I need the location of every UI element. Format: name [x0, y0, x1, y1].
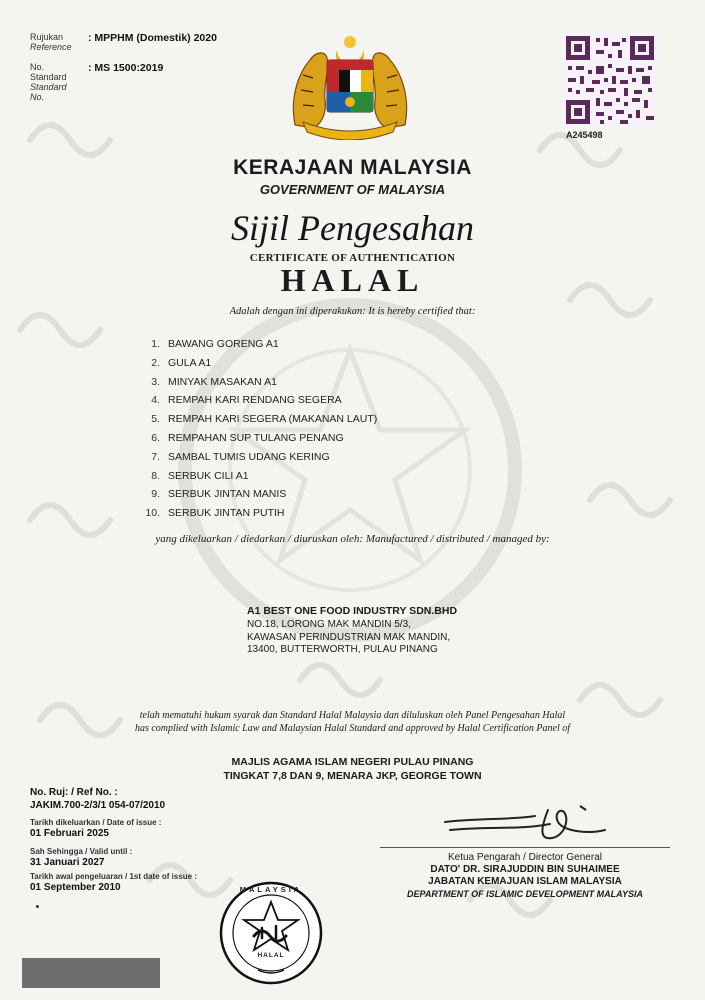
ref-no-value: JAKIM.700-2/3/1 054-07/2010 [30, 800, 166, 811]
decorative-dot [36, 905, 39, 908]
list-item: 8. SERBUK CILI A1 [151, 469, 249, 482]
list-item: 3. MINYAK MASAKAN A1 [151, 375, 277, 388]
list-item: 2. GULA A1 [151, 356, 212, 369]
list-item: 10. SERBUK JINTAN PUTIH [145, 507, 285, 520]
list-item: 5. REMPAH KARI SEGERA (MAKANAN LAUT) [151, 413, 378, 426]
list-item: 4. REMPAH KARI RENDANG SEGERA [151, 394, 342, 407]
qr-code-id: A245498 [566, 130, 603, 140]
list-item: 9. SERBUK JINTAN MANIS [151, 488, 287, 501]
qr-code[interactable] [562, 32, 658, 128]
company-address-line: KAWASAN PERINDUSTRIAN MAK MANDIN, [247, 631, 451, 643]
compliance-statement-en: has complied with Islamic Law and Malaysian Halal Standard and approved by Halal Certification Panel of [134, 723, 571, 734]
standard-value: : MS 1500:2019 [88, 62, 164, 74]
valid-until-value: 31 Januari 2027 [30, 857, 105, 868]
director-signature [440, 800, 620, 850]
list-item: 1. BAWANG GORENG A1 [151, 338, 279, 350]
valid-until-label: Sah Sehingga / Valid until : [30, 847, 133, 856]
halal-logo-top-text: MALAYSIA [239, 885, 303, 894]
certificate-title-en: CERTIFICATE OF AUTHENTICATION [249, 252, 456, 264]
council-address: TINGKAT 7,8 DAN 9, MENARA JKP, GEORGE TOWN [223, 770, 482, 782]
compliance-statement-ms: telah mematuhi hukum syarak dan Standard Halal Malaysia dan diluluskan oleh Panel Pengesahan Halal [139, 710, 566, 721]
standard-label: No. Standard Standard No. [30, 62, 67, 102]
first-issue-label: Tarikh awal pengeluaran / 1st date of issue : [30, 872, 198, 881]
reference-value: : MPPHM (Domestik) 2020 [88, 32, 217, 44]
halal-title: HALAL [280, 262, 425, 298]
redacted-area [22, 958, 160, 988]
issue-date-value: 01 Februari 2025 [30, 828, 109, 839]
coat-of-arms-emblem [285, 30, 415, 140]
signatory-department-en: DEPARTMENT OF ISLAMIC DEVELOPMENT MALAYSIA [406, 889, 643, 899]
halal-logo-icon [218, 880, 324, 986]
ref-no-label: No. Ruj: / Ref No. : [30, 787, 118, 798]
halal-logo-bottom-text: HALAL [257, 952, 285, 959]
product-list [140, 335, 377, 523]
list-item: 6. REMPAHAN SUP TULANG PENANG [151, 431, 344, 444]
company-address [247, 619, 450, 657]
issue-date-label: Tarikh dikeluarkan / Date of issue : [30, 818, 162, 827]
certified-statement: Adalah dengan ini diperakukan: It is hereby certified that: [229, 306, 476, 317]
company-name: A1 BEST ONE FOOD INDUSTRY SDN.BHD [247, 605, 458, 617]
company-address-line: 13400, BUTTERWORTH, PULAU PINANG [247, 644, 438, 655]
certificate-title-ms: Sijil Pengesahan [231, 208, 474, 248]
company-address-line: NO.18, LORONG MAK MANDIN 5/3, [247, 619, 411, 630]
signatory-department-ms: JABATAN KEMAJUAN ISLAM MALAYSIA [428, 876, 622, 887]
government-title-en: GOVERNMENT OF MALAYSIA [259, 182, 446, 197]
council-name: MAJLIS AGAMA ISLAM NEGERI PULAU PINANG [231, 756, 474, 768]
signatory-title: Ketua Pengarah / Director General [448, 852, 602, 863]
government-title-ms: KERAJAAN MALAYSIA [233, 156, 472, 179]
signature-line [380, 847, 670, 848]
signatory-name: DATO' DR. SIRAJUDDIN BIN SUHAIMEE [430, 864, 620, 875]
list-item: 7. SAMBAL TUMIS UDANG KERING [151, 450, 330, 463]
halal-logo [218, 880, 324, 986]
reference-label: Rujukan Reference [30, 32, 72, 52]
first-issue-value: 01 September 2010 [30, 882, 121, 893]
manufactured-statement: yang dikeluarkan / diedarkan / diuruskan oleh: Manufactured / distributed / managed by: [155, 533, 550, 545]
